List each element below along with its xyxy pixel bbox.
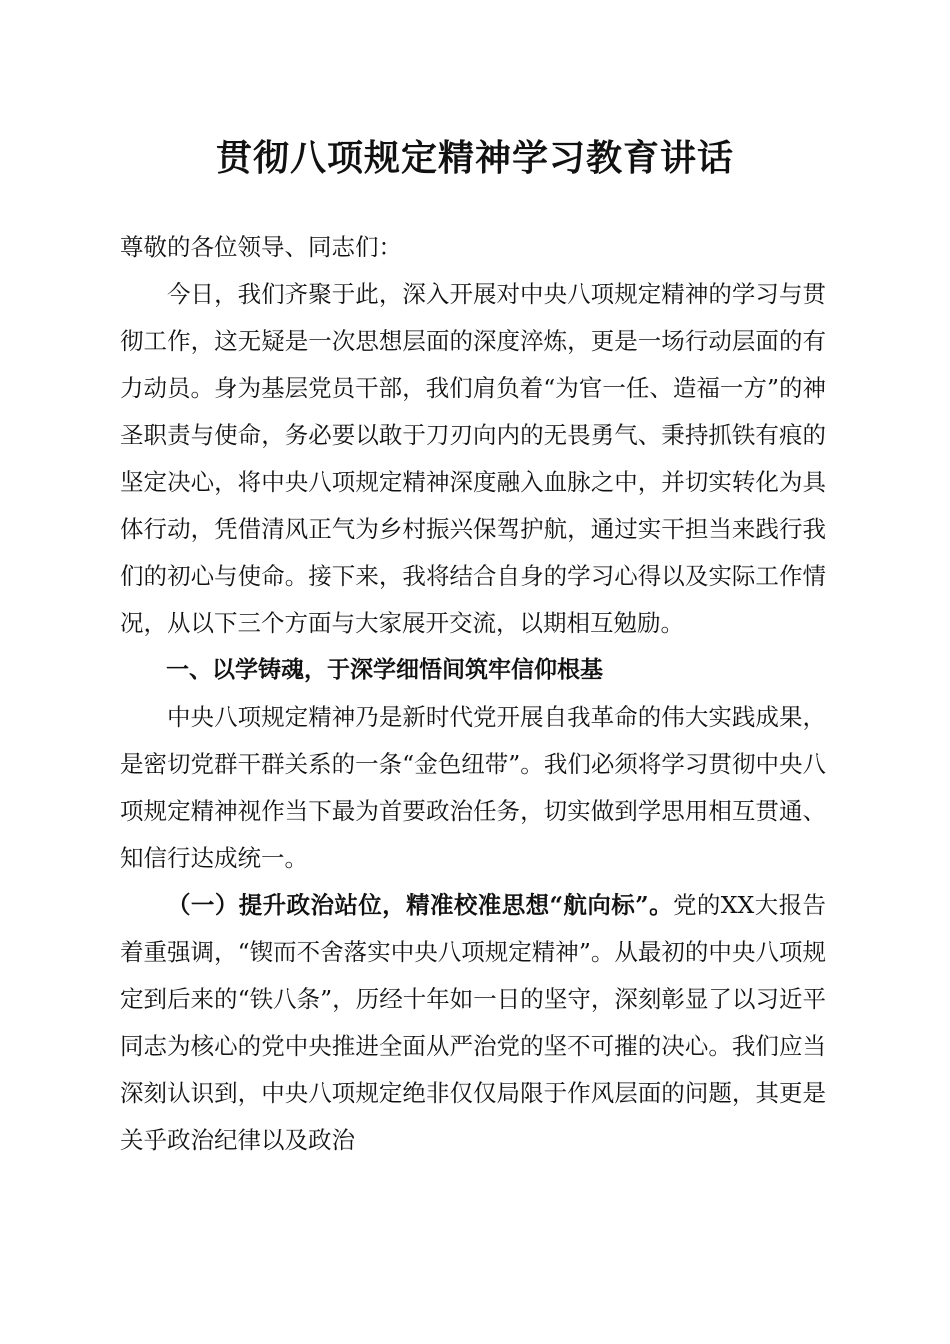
section-heading-1: 一、以学铸魂，于深学细悟间筑牢信仰根基	[166, 657, 603, 683]
section-1-paragraph: 中央八项规定精神乃是新时代党开展自我革命的伟大实践成果，是密切党群干群关系的一条“金色纽带”。我们必须将学习贯彻中央八项规定精神视作当下最为首要政治任务，切实做到学思用相互贯通、知信行达成统一。	[120, 703, 826, 872]
subsection-1-text: 党的XX大报告着重强调，“锲而不舍落实中央八项规定精神”。从最初的中央八项规定到后来的“铁八条”，历经十年如一日的坚守，深刻彰显了以习近平同志为核心的党中央推进全面从严治党的坚不可摧的决心。我们应当深刻认识到，中央八项规定绝非仅仅局限于作风层面的问题，其更是关乎政治纪律以及政治	[120, 891, 826, 1154]
subsection-1-paragraph	[120, 882, 826, 1164]
salutation: 尊敬的各位领导、同志们：	[120, 233, 402, 261]
document-body	[120, 224, 826, 1164]
intro-paragraph: 今日，我们齐聚于此，深入开展对中央八项规定精神的学习与贯彻工作，这无疑是一次思想层面的深度淬炼，更是一场行动层面的有力动员。身为基层党员干部，我们肩负着“为官一任、造福一方”的神圣职责与使命，务必要以敢于刀刃向内的无畏勇气、秉持抓铁有痕的坚定决心，将中央八项规定精神深度融入血脉之中，并切实转化为具体行动，凭借清风正气为乡村振兴保驾护航，通过实干担当来践行我们的初心与使命。接下来，我将结合自身的学习心得以及实际工作情况，从以下三个方面与大家展开交流，以期相互勉励。	[120, 280, 826, 637]
document-title: 贯彻八项规定精神学习教育讲话	[215, 137, 734, 179]
subsection-heading-1: （一）提升政治站位，精准校准思想“航向标”。	[167, 891, 673, 919]
